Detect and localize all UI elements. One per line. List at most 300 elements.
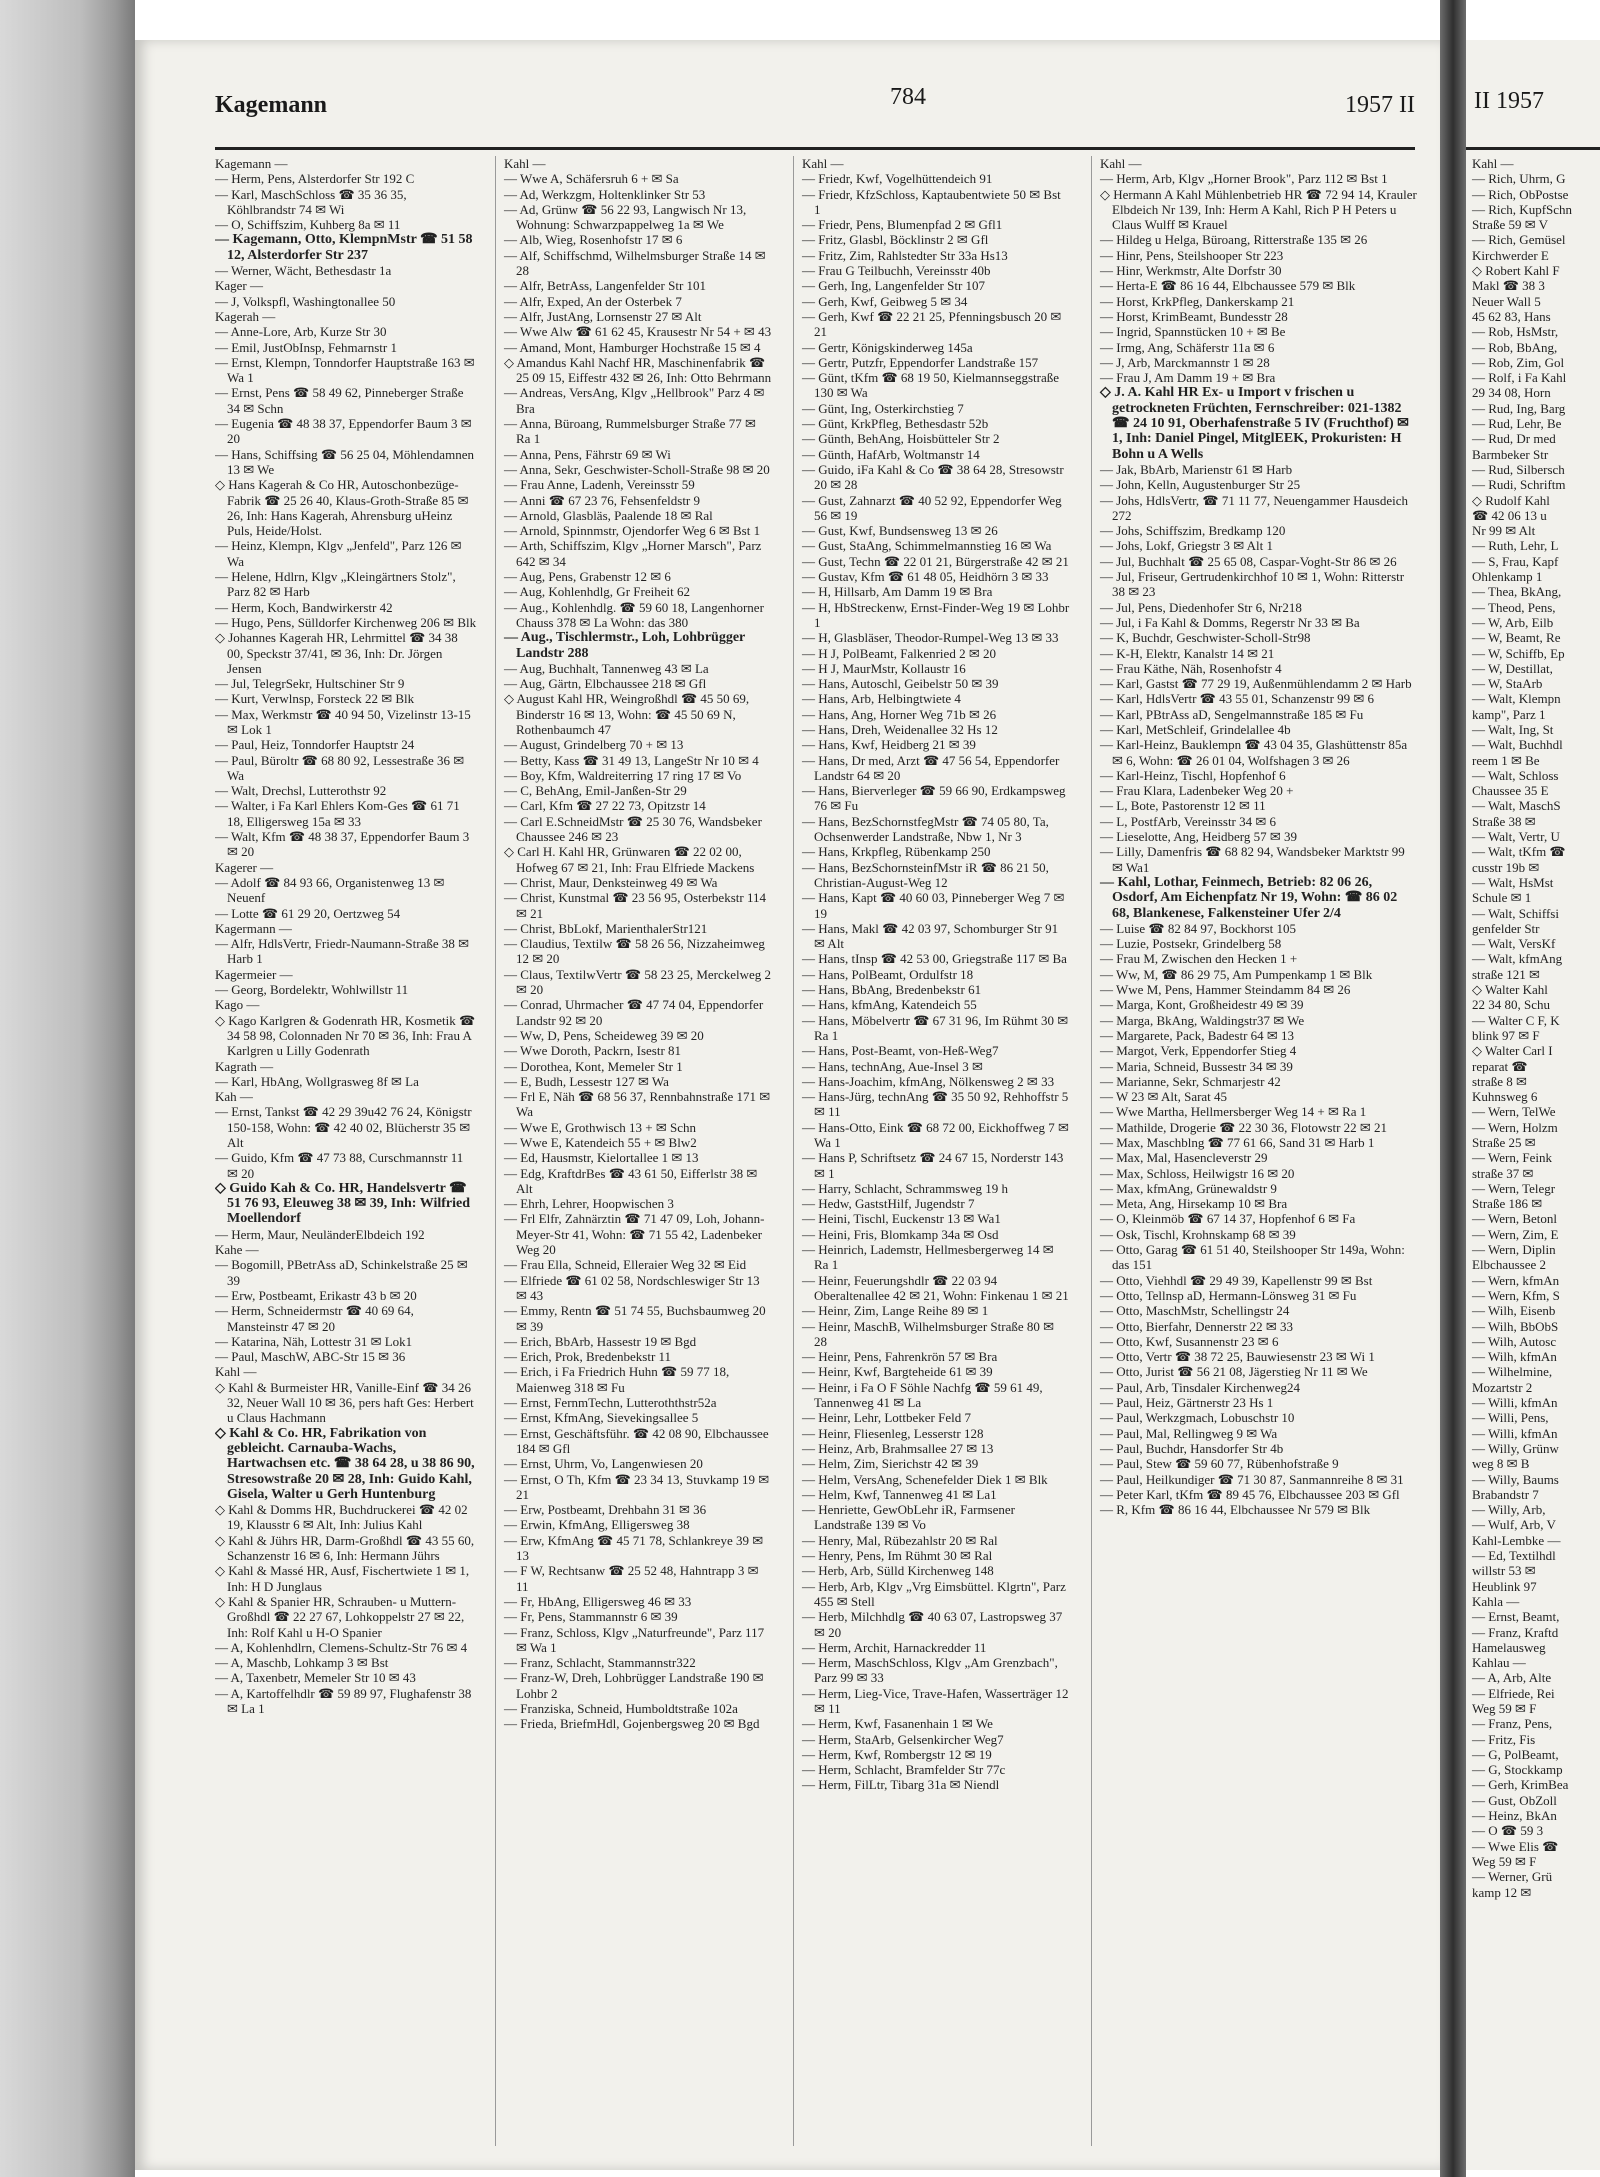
directory-page [135, 40, 1440, 2170]
directory-entry: — Erwin, KfmAng, Elligersweg 38 [504, 1517, 690, 1533]
directory-entry: — Aug., Kohlenhdlg. ☎ 59 60 18, Langenhorner Chauss 378 ✉ La Wohn: das 380 [504, 599, 764, 630]
directory-entry: — Herta-E ☎ 86 16 44, Elbchaussee 579 ✉ Blk [1100, 278, 1356, 294]
next-page-line: — Ernst, Beamt, [1472, 1609, 1560, 1625]
directory-entry: — Ad, Grünw ☎ 56 22 93, Langwisch Nr 13, Wohnung: Schwarzpappelweg 1a ✉ We [504, 201, 747, 233]
directory-entry: — Hans, Arb, Helbingtwiete 4 [802, 691, 961, 707]
directory-entry: — Frl Elfr, Zahnärztin ☎ 71 47 09, Loh, Johann-Meyer-Str 41, Wohn: ☎ 71 55 42, Ladenbeker Weg 20 [504, 1211, 765, 1258]
next-page-line: — Walt, Ing, St [1472, 721, 1554, 737]
directory-entry: — Marga, BkAng, Waldingstr37 ✉ We [1100, 1012, 1305, 1028]
directory-entry: — R, Kfm ☎ 86 16 44, Elbchaussee Nr 579 ✉ Blk [1100, 1502, 1371, 1518]
directory-entry: — Ed, Hausmstr, Kielortallee 1 ✉ 13 [504, 1150, 699, 1166]
directory-entry: — Henriette, GewObLehr iR, Farmsener Landstraße 139 ✉ Vo [802, 1502, 1015, 1533]
directory-entry: — Kagemann, Otto, KlempnMstr ☎ 51 58 12, Alsterdorfer Str 237 [215, 232, 473, 263]
directory-entry: — Herb, Milchhdlg ☎ 40 63 07, Lastropsweg 37 ✉ 20 [802, 1609, 1063, 1640]
next-page-line: weg 8 ✉ B [1472, 1456, 1530, 1472]
directory-entry: — Max, Maschblng ☎ 77 61 66, Sand 31 ✉ Harb 1 [1100, 1135, 1375, 1150]
directory-entry: — Eugenia ☎ 48 38 37, Eppendorfer Baum 3 ✉ 20 [215, 416, 472, 447]
directory-entry: — Heinz, Arb, Brahmsallee 27 ✉ 13 [802, 1440, 994, 1456]
directory-entry: — Alfr, HdlsVertr, Friedr-Naumann-Straße 38 ✉ Harb 1 [215, 936, 470, 967]
next-page-line: reparat ☎ [1472, 1058, 1528, 1074]
directory-entry: — Friedr, Kwf, Vogelhüttendeich 91 [802, 171, 993, 187]
next-page-line: Mozartstr 2 [1472, 1379, 1533, 1395]
next-page-line: cusstr 19b ✉ [1472, 859, 1540, 875]
next-page-line: — Walt, MaschS [1472, 798, 1561, 814]
directory-entry: — Guido, Kfm ☎ 47 73 88, Curschmannstr 11 ✉ 20 [215, 1150, 464, 1181]
directory-entry: — Wwe E, Katendeich 55 + ✉ Blw2 [504, 1135, 697, 1150]
directory-entry: — Aug, Pens, Grabenstr 12 ✉ 6 [504, 569, 671, 585]
directory-entry: ◇ Kago Karlgren & Godenrath HR, Kosmetik ☎ 34 58 98, Colonnaden Nr 70 ✉ 36, Inh: Frau A Karlgren u Lilly Godenrath [215, 1012, 476, 1059]
directory-entry: Kago — [215, 997, 260, 1013]
next-page-line: kamp 12 ✉ [1472, 1884, 1532, 1900]
next-page-line: — Rich, ObPostse [1472, 186, 1569, 202]
next-page-line: Straße 59 ✉ V [1472, 217, 1549, 233]
directory-entry: — Walt, Kfm ☎ 48 38 37, Eppendorfer Baum 3 ✉ 20 [215, 829, 470, 860]
directory-entry: Kager — [215, 278, 264, 294]
directory-entry: — Hans, BezSchornstfegMstr ☎ 74 05 80, Ta, Ochsenwerder Landstraße, Nbw 1, Nr 3 [802, 813, 1049, 845]
directory-entry: — Frieda, BriefmHdl, Gojenbergsweg 20 ✉ Bgd [504, 1716, 760, 1732]
directory-entry: — Hildeg u Helga, Büroang, Ritterstraße 135 ✉ 26 [1100, 232, 1368, 248]
next-page-line: — Walt, Schiffsi [1472, 905, 1559, 921]
header-year-volume: 1957 II [1345, 92, 1415, 118]
directory-entry: — Hans P, Schriftsetz ☎ 24 67 15, Norderstr 143 ✉ 1 [802, 1150, 1064, 1181]
next-page-line: willstr 53 ✉ [1472, 1563, 1536, 1579]
directory-entry: — Herm, StaArb, Gelsenkircher Weg7 [802, 1731, 1004, 1747]
directory-entry: — Heinr, MaschB, Wilhelmsburger Straße 80 ✉ 28 [802, 1318, 1054, 1349]
directory-entry: — Paul, Mal, Rellingweg 9 ✉ Wa [1100, 1425, 1278, 1441]
directory-entry: — Frau Anne, Ladenh, Vereinsstr 59 [504, 477, 695, 493]
next-page-header: II 1957 [1474, 88, 1544, 114]
next-page-line: ☎ 42 06 13 u [1472, 507, 1547, 523]
directory-entry: — Fr, Pens, Stammannstr 6 ✉ 39 [504, 1609, 678, 1625]
next-page-line: — Werner, Grü [1472, 1869, 1553, 1885]
directory-entry: — Günth, HafArb, Woltmanstr 14 [802, 446, 980, 462]
directory-entry: ◇ J. A. Kahl HR Ex- u Import v frischen u getrockneten Früchten, Fernschreiber: 021-1382 ☎ 24 10 91, Oberhafenstraße 5 IV (Fruchthof) ✉ 1, Inh: Daniel Pingel, MitglEEK, Prokuristen: H Bohn u A Wells [1100, 385, 1409, 462]
next-page-line: — W, Beamt, Re [1472, 630, 1561, 646]
next-page-line: — Elfriede, Rei [1472, 1685, 1555, 1701]
column-1 [215, 156, 477, 2146]
directory-entry: — Herm, Schlacht, Bramfelder Str 77c [802, 1762, 1006, 1778]
next-page-line: — Wilh, Autosc [1472, 1333, 1557, 1349]
directory-entry: — Günt, Ing, Osterkirchstieg 7 [802, 400, 964, 416]
directory-entry: — Herm, Schneidermstr ☎ 40 69 64, Mansteinstr 47 ✉ 20 [215, 1303, 414, 1334]
next-page-line: — Gerh, KrimBea [1472, 1777, 1569, 1793]
directory-entry: — Ernst, Tankst ☎ 42 29 39u42 76 24, Königstr 150-158, Wohn: ☎ 42 40 02, Blücherstr 35 ✉ Alt [215, 1104, 472, 1150]
directory-entry: — Alfr, Exped, An der Osterbek 7 [504, 293, 682, 309]
page-number: 784 [890, 84, 926, 110]
directory-entry: — Ehrh, Lehrer, Hoopwischen 3 [504, 1196, 674, 1212]
directory-entry: — Franziska, Schneid, Humboldtstraße 102a [504, 1700, 738, 1716]
directory-entry: — Ernst, Geschäftsführ. ☎ 42 08 90, Elbchaussee 184 ✉ Gfl [504, 1425, 769, 1456]
directory-entry: — Kahl, Lothar, Feinmech, Betrieb: 82 06 26, Osdorf, Am Eichenpfatz Nr 19, Wohn: ☎ 86 02 68, Blankenese, Falkensteiner Ufer 2/4 [1100, 874, 1398, 921]
next-page-line: — Rob, BbAng, [1472, 339, 1558, 355]
directory-entry: — Hinr, Pens, Steilshooper Str 223 [1100, 247, 1284, 263]
next-page-line: ◇ Walter Carl I [1472, 1043, 1553, 1059]
header-keyword: Kagemann [215, 92, 328, 118]
directory-entry: Kahl — [504, 156, 546, 171]
directory-entry: — Günt, tKfm ☎ 68 19 50, Kielmannseggstraße 130 ✉ Wa [802, 370, 1060, 401]
directory-entry: — Frau Klara, Ladenbeker Weg 20 + [1100, 783, 1294, 799]
next-page-line: Elbchaussee 2 [1472, 1257, 1547, 1273]
directory-entry: — Paul, Stew ☎ 59 60 77, Rübenhofstraße 9 [1100, 1456, 1339, 1472]
directory-entry: — Hugo, Pens, Sülldorfer Kirchenweg 206 ✉ Blk [215, 614, 477, 630]
directory-entry: — Gust, Techn ☎ 22 01 21, Bürgerstraße 42 ✉ 21 [802, 553, 1069, 569]
directory-entry: — Lilly, Damenfris ☎ 68 82 94, Wandsbeker Marktstr 99 ✉ Wa1 [1100, 844, 1405, 875]
directory-entry: — Karl, MetSchleif, Grindelallee 4b [1100, 721, 1291, 737]
next-page-line: straße 121 ✉ [1472, 966, 1540, 982]
directory-entry: — Otto, Jurist ☎ 56 21 08, Jägerstieg Nr 11 ✉ We [1100, 1364, 1368, 1380]
directory-entry: — Gerh, Kwf, Geibweg 5 ✉ 34 [802, 293, 968, 309]
next-page-line: reem 1 ✉ Be [1472, 752, 1540, 768]
next-page-line: Kahla — [1472, 1593, 1520, 1609]
next-page-line: — W, Destillat, [1472, 660, 1553, 676]
directory-entry: — Alb, Wieg, Rosenhofstr 17 ✉ 6 [504, 232, 683, 248]
next-page-line: — Walt, Vertr, U [1472, 829, 1560, 845]
directory-entry: — Aug., Tischlermstr., Loh, Lohbrügger Landstr 288 [504, 630, 746, 661]
next-page-line: — Wern, TelWe [1472, 1104, 1556, 1120]
directory-entry: — Gust, Kwf, Bundsensweg 13 ✉ 26 [802, 523, 998, 539]
directory-entry: — Henry, Mal, Rübezahlstr 20 ✉ Ral [802, 1532, 998, 1548]
next-page-line: Chaussee 35 E [1472, 783, 1549, 799]
directory-entry: — Paul, Heiz, Gärtnerstr 23 Hs 1 [1100, 1395, 1274, 1411]
directory-entry: — Hans, PolBeamt, Ordulfstr 18 [802, 966, 974, 982]
next-page-line: 29 34 08, Horn [1472, 385, 1551, 401]
directory-entry: — Carl, Kfm ☎ 27 22 73, Opitzstr 14 [504, 798, 706, 814]
directory-entry: ◇ Guido Kah & Co. HR, Handelsvertr ☎ 51 76 93, Eleuweg 38 ✉ 39, Inh: Wilfried Moellendorf [215, 1180, 471, 1227]
next-page-line: Neuer Wall 5 [1472, 293, 1541, 309]
directory-entry: — Johs, HdlsVertr, ☎ 71 11 77, Neuengammer Hausdeich 272 [1100, 492, 1408, 523]
directory-entry: — Erw, KfmAng ☎ 45 71 78, Schlankreye 39 ✉ 13 [504, 1532, 764, 1564]
next-page-line: Hamelausweg [1472, 1639, 1546, 1655]
directory-entry: — A, Taxenbetr, Memeler Str 10 ✉ 43 [215, 1670, 416, 1686]
directory-entry: — Amand, Mont, Hamburger Hochstraße 15 ✉ 4 [504, 339, 761, 355]
directory-entry: — Jul, Friseur, Gertrudenkirchhof 10 ✉ 1, Wohn: Ritterstr 38 ✉ 23 [1100, 569, 1405, 600]
directory-entry: — Erw, Postbeamt, Drehbahn 31 ✉ 36 [504, 1502, 707, 1518]
directory-entry: — August, Grindelberg 70 + ✉ 13 [504, 737, 684, 753]
directory-entry: — Arnold, Glasbläs, Paalende 18 ✉ Ral [504, 507, 713, 523]
directory-entry: — Karl, HbAng, Wollgrasweg 8f ✉ La [215, 1073, 419, 1089]
directory-entry: — Luise ☎ 82 84 97, Bockhorst 105 [1100, 920, 1297, 936]
next-page-line: — Rolf, i Fa Kahl [1472, 370, 1567, 386]
directory-entry: — Paul, Buchdr, Hansdorfer Str 4b [1100, 1440, 1284, 1456]
next-page-line: — Rud, Ing, Barg [1472, 400, 1566, 416]
directory-entry: — Heinr, Fliesenleg, Lesserstr 128 [802, 1425, 984, 1441]
directory-entry: — Herm, Archit, Harnackredder 11 [802, 1639, 987, 1655]
next-page-line: — Wern, Kfm, S [1472, 1287, 1560, 1303]
directory-entry: — Conrad, Uhrmacher ☎ 47 74 04, Eppendorfer Landstr 92 ✉ 20 [504, 997, 764, 1028]
next-page-line: — Willi, Pens, [1472, 1410, 1549, 1426]
next-page-line: 45 62 83, Hans [1472, 308, 1551, 324]
next-page-line: — S, Frau, Kapf [1472, 553, 1559, 569]
directory-entry: — Henry, Pens, Im Rühmt 30 ✉ Ral [802, 1548, 993, 1564]
directory-entry: — Heini, Tischl, Euckenstr 13 ✉ Wa1 [802, 1211, 1001, 1227]
directory-entry: — Gertr, Königskinderweg 145a [802, 339, 973, 355]
directory-entry: — Max, kfmAng, Grünewaldstr 9 [1100, 1180, 1277, 1196]
directory-entry: — Christ, Maur, Denksteinweg 49 ✉ Wa [504, 874, 718, 890]
directory-entry: — Otto, Viehhdl ☎ 29 49 39, Kapellenstr 99 ✉ Bst [1100, 1272, 1373, 1288]
directory-entry: — Herm, Pens, Alsterdorfer Str 192 C [215, 171, 415, 187]
next-page-line: — Gust, ObZoll [1472, 1792, 1557, 1808]
next-page-line: — Willy, Baums [1472, 1471, 1559, 1487]
directory-entry: Kagermeier — [215, 966, 293, 982]
next-page-line: — Theod, Pens, [1472, 599, 1556, 615]
next-page-line: straße 8 ✉ [1472, 1073, 1527, 1089]
next-page-line: Straße 38 ✉ [1472, 813, 1536, 829]
next-page-line: — Walt, Buchhdl [1472, 737, 1563, 753]
header-rule [215, 147, 1415, 150]
directory-entry: — H, Hillsarb, Am Damm 19 ✉ Bra [802, 584, 993, 600]
directory-entry: — Harry, Schlacht, Schrammsweg 19 h [802, 1180, 1009, 1196]
directory-entry: — Aug, Gärtn, Elbchaussee 218 ✉ Gfl [504, 676, 707, 692]
directory-entry: — Max, Werkmstr ☎ 40 94 50, Vizelinstr 13-15 ✉ Lok 1 [215, 706, 471, 737]
directory-entry: — Helm, Kwf, Tannenweg 41 ✉ La1 [802, 1486, 997, 1502]
directory-entry: — Fr, HbAng, Elligersweg 46 ✉ 33 [504, 1593, 692, 1609]
directory-entry: — Frau M, Zwischen den Hecken 1 + [1100, 951, 1298, 967]
directory-entry: — Bogomill, PBetrAss aD, Schinkelstraße 25 ✉ 39 [215, 1257, 468, 1288]
next-page-line: — Walt, VersKf [1472, 936, 1556, 952]
next-page-line: — Fritz, Fis [1472, 1731, 1536, 1747]
directory-entry: — Hans, Post-Beamt, von-Heß-Weg7 [802, 1043, 999, 1059]
directory-entry: — Hans, Makl ☎ 42 03 97, Schomburger Str 91 ✉ Alt [802, 920, 1059, 952]
directory-entry: — Otto, MaschMstr, Schellingstr 24 [1100, 1303, 1290, 1319]
next-page-line: Kuhnsweg 6 [1472, 1089, 1538, 1105]
directory-entry: — Walt, Drechsl, Lutterothstr 92 [215, 783, 387, 799]
directory-entry: — Karl, PBtrAss aD, Sengelmannstraße 185 ✉ Fu [1100, 706, 1364, 722]
directory-entry: — Paul, Heiz, Tonndorfer Hauptstr 24 [215, 737, 415, 753]
directory-entry: ◇ Amandus Kahl Nachf HR, Maschinenfabrik ☎ 25 09 15, Eiffestr 432 ✉ 26, Inh: Otto Behrmann [504, 354, 772, 386]
directory-entry: — Hans, BezSchornsteinfMstr iR ☎ 86 21 50, Christian-August-Weg 12 [802, 859, 1049, 890]
directory-entry: ◇ Johannes Kagerah HR, Lehrmittel ☎ 34 38 00, Speckstr 37/41, ✉ 36, Inh: Dr. Jörgen Jensen [215, 630, 458, 676]
directory-entry: — Hedw, GaststHilf, Jugendstr 7 [802, 1196, 975, 1212]
directory-entry: — Hans, Kapt ☎ 40 60 03, Pinneberger Weg 7 ✉ 19 [802, 890, 1065, 921]
directory-entry: — Otto, Kwf, Susannenstr 23 ✉ 6 [1100, 1333, 1279, 1349]
next-page-line: — Rich, KupfSchn [1472, 201, 1573, 217]
next-page-line: — Wern, Betonl [1472, 1211, 1558, 1227]
directory-entry: — Helm, VersAng, Schenefelder Diek 1 ✉ Blk [802, 1471, 1048, 1487]
directory-entry: — Hans, Kwf, Heidberg 21 ✉ 39 [802, 737, 976, 753]
directory-entry: ◇ Kahl & Domms HR, Buchdruckerei ☎ 42 02 19, Klausstr 6 ✉ Alt, Inh: Julius Kahl [215, 1502, 468, 1533]
directory-entry: — Elfriede ☎ 61 02 58, Nordschleswiger Str 13 ✉ 43 [504, 1272, 760, 1303]
directory-entry: — Wwe A, Schäfersruh 6 + ✉ Sa [504, 171, 679, 187]
directory-entry: — Herm, Lieg-Vice, Trave-Hafen, Wasserträger 12 ✉ 11 [802, 1685, 1069, 1716]
directory-entry: — Karl, HdlsVertr ☎ 43 55 01, Schanzenstr 99 ✉ 6 [1100, 691, 1375, 707]
next-page-line: Nr 99 ✉ Alt [1472, 523, 1536, 539]
directory-entry: — Frau Käthe, Näh, Rosenhofstr 4 [1100, 660, 1282, 676]
next-page-line: Weg 59 ✉ F [1472, 1700, 1537, 1716]
directory-entry: — Hans, BbAng, Bredenbekstr 61 [802, 982, 982, 998]
next-page-line: — G, Stockkamp [1472, 1762, 1563, 1778]
next-page-line: — Rud, Lehr, Be [1472, 416, 1562, 432]
directory-entry: — John, Kelln, Augustenburger Str 25 [1100, 477, 1301, 493]
directory-entry: — Dorothea, Kont, Memeler Str 1 [504, 1058, 683, 1074]
next-page-line: — Walt, Schloss [1472, 767, 1559, 783]
directory-entry: — Hans-Otto, Eink ☎ 68 72 00, Eickhoffweg 7 ✉ Wa 1 [802, 1119, 1069, 1150]
next-page-line: — Wern, Diplin [1472, 1242, 1556, 1258]
directory-entry: — F W, Rechtsanw ☎ 25 52 48, Hahntrapp 3 ✉ 11 [504, 1563, 759, 1594]
column-3 [793, 156, 1070, 2146]
next-page-line: — Willi, kfmAn [1472, 1395, 1558, 1411]
directory-entry: — J, Volkspfl, Washingtonallee 50 [215, 293, 396, 309]
directory-entry: — Horst, KrkPfleg, Dankerskamp 21 [1100, 293, 1295, 309]
directory-entry: — Heinrich, Lademstr, Hellmesbergerweg 14 ✉ Ra 1 [802, 1242, 1054, 1273]
next-page-line: — Walt, kfmAng [1472, 951, 1563, 967]
next-page-line: Kahl — [1472, 156, 1514, 171]
directory-entry: — Karl-Heinz, Tischl, Hopfenhof 6 [1100, 767, 1286, 783]
directory-entry: — Betty, Kass ☎ 31 49 13, LangeStr Nr 10 ✉ 4 [504, 752, 759, 768]
next-page-line: genfelder Str [1472, 920, 1540, 936]
directory-entry: — Jul, Pens, Diedenhofer Str 6, Nr218 [1100, 599, 1302, 615]
next-page-line: — Walt, Klempn [1472, 691, 1561, 707]
next-page-line: — Franz, Kraftd [1472, 1624, 1559, 1640]
directory-entry: — Otto, Vertr ☎ 38 72 25, Bauwiesenstr 23 ✉ Wi 1 [1100, 1349, 1375, 1365]
directory-entry: — Ernst, Uhrm, Vo, Langenwiesen 20 [504, 1456, 703, 1472]
directory-entry: — Frau J, Am Damm 19 + ✉ Bra [1100, 370, 1276, 386]
next-page-line: blink 97 ✉ F [1472, 1027, 1540, 1043]
directory-entry: — Herm, Kwf, Fasanenhain 1 ✉ We [802, 1716, 993, 1732]
directory-entry: — Meta, Ang, Hirsekamp 10 ✉ Bra [1100, 1196, 1288, 1212]
directory-entry: — Ingrid, Spannstücken 10 + ✉ Be [1100, 324, 1286, 340]
directory-entry: Kagerer — [215, 859, 274, 875]
directory-entry: — Herm, FilLtr, Tibarg 31a ✉ Niendl [802, 1777, 1000, 1793]
directory-entry: — Paul, Arb, Tinsdaler Kirchenweg24 [1100, 1379, 1301, 1395]
directory-entry: — Helene, Hdlrn, Klgv „Kleingärtners Stolz", Parz 82 ✉ Harb [215, 569, 456, 600]
directory-entry: — Walter, i Fa Karl Ehlers Kom-Ges ☎ 61 71 18, Elligersweg 15a ✉ 33 [215, 798, 460, 829]
directory-entry: — Hans-Joachim, kfmAng, Nölkensweg 2 ✉ 33 [802, 1073, 1055, 1089]
directory-entry: — Friedr, Pens, Blumenpfad 2 ✉ Gfl1 [802, 217, 1003, 233]
next-page-line: — Wwe Elis ☎ [1472, 1838, 1559, 1854]
directory-entry: — Irmg, Ang, Schäferstr 11a ✉ 6 [1100, 339, 1275, 355]
next-page-line: — Rud, Silbersch [1472, 461, 1565, 477]
next-page-edge [1466, 40, 1600, 2170]
next-page-line: — Walter C F, K [1472, 1012, 1560, 1028]
directory-entry: ◇ Kahl & Burmeister HR, Vanille-Einf ☎ 34 26 32, Neuer Wall 10 ✉ 36, pers haft Ges: Herbert u Claus Hachmann [215, 1379, 474, 1426]
directory-entry: — Heinr, Feuerungshdlr ☎ 22 03 94 Oberaltenallee 42 ✉ 21, Wohn: Finkenau 1 ✉ 21 [802, 1272, 1069, 1303]
directory-entry: — Jul, i Fa Kahl & Domms, Regerstr Nr 33 ✉ Ba [1100, 614, 1360, 630]
directory-entry: — Wwe E, Grothwisch 13 + ✉ Schn [504, 1119, 697, 1135]
next-page-line: — Wilh, kfmAn [1472, 1349, 1557, 1365]
directory-entry: — Ernst, Pens ☎ 58 49 62, Pinneberger Straße 34 ✉ Schn [215, 385, 464, 416]
directory-entry: — H J, PolBeamt, Falkenried 2 ✉ 20 [802, 645, 996, 661]
directory-entry: — Heinr, i Fa O F Söhle Nachfg ☎ 59 61 49, Tannenweg 41 ✉ La [802, 1379, 1043, 1411]
directory-entry: — Hans-Jürg, technAng ☎ 35 50 92, Rehhoffstr 5 ✉ 11 [802, 1089, 1069, 1120]
directory-entry: Kahe — [215, 1242, 259, 1258]
directory-entry: — Karl-Heinz, Bauklempn ☎ 43 04 35, Glashüttenstr 85a ✉ 6, Wohn: ☎ 26 01 04, Wolfshagen 3 ✉ 26 [1100, 737, 1408, 768]
next-page-line: — Ruth, Lehr, L [1472, 538, 1559, 554]
directory-entry: — Ernst, O Th, Kfm ☎ 23 34 13, Stuvkamp 19 ✉ 21 [504, 1471, 770, 1502]
directory-entry: Kagerah — [215, 308, 276, 324]
page-gutter [1440, 0, 1466, 2177]
next-page-line: — Rob, HsMstr, [1472, 324, 1559, 340]
directory-entry: — Gerh, Kwf ☎ 22 21 25, Pfenningsbusch 20 ✉ 21 [802, 308, 1062, 340]
directory-entry: — Johs, Schiffszim, Bredkamp 120 [1100, 523, 1286, 539]
next-page-line: — Heinz, BkAn [1472, 1808, 1557, 1824]
next-page-line: Heublink 97 [1472, 1578, 1537, 1594]
directory-entry: — Paul, Heilkundiger ☎ 71 30 87, Sanmannreihe 8 ✉ 31 [1100, 1471, 1404, 1487]
directory-entry: — Otto, Tellnsp aD, Hermann-Lönsweg 31 ✉ Fu [1100, 1287, 1357, 1303]
directory-entry: — Andreas, VersAng, Klgv „Hellbrook" Parz 4 ✉ Bra [504, 385, 765, 416]
next-page-line: — A, Arb, Alte [1472, 1670, 1552, 1686]
directory-entry: — Karl, MaschSchloss ☎ 35 36 35, Köhlbrandstr 74 ✉ Wi [215, 186, 407, 217]
directory-entry: — Johs, Lokf, Griegstr 3 ✉ Alt 1 [1100, 538, 1274, 554]
directory-entry: — J, Arb, Marckmannstr 1 ✉ 28 [1100, 354, 1270, 370]
directory-entry: ◇ Kahl & Co. HR, Fabrikation von gebleicht. Carnauba-Wachs, Hartwachsen etc. ☎ 38 64 28, u 38 86 90, Stresowstraße 20 ✉ 28, Inh: Guido Kahl, Gisela, Walter u Gerh Huntenburg [215, 1425, 475, 1502]
next-page-line: — Wern, kfmAn [1472, 1272, 1560, 1288]
directory-entry: — Erw, Postbeamt, Erikastr 43 b ✉ 20 [215, 1287, 417, 1303]
directory-entry: — Hans, Autoschl, Geibelstr 50 ✉ 39 [802, 676, 999, 692]
directory-entry: Kagemann — [215, 156, 288, 171]
directory-entry: — H, HbStreckenw, Ernst-Finder-Weg 19 ✉ Lohbr 1 [802, 599, 1070, 630]
directory-entry: — E, Budh, Lessestr 127 ✉ Wa [504, 1073, 669, 1089]
next-page-line: — Willy, Arb, [1472, 1502, 1546, 1518]
directory-entry: — Margarete, Pack, Badestr 64 ✉ 13 [1100, 1027, 1295, 1043]
directory-entry: — Boy, Kfm, Waldreiterring 17 ring 17 ✉ Vo [504, 767, 742, 783]
directory-entry: — O, Schiffszim, Kuhberg 8a ✉ 11 [215, 217, 401, 233]
directory-entry: — Fritz, Glasbl, Böcklinstr 2 ✉ Gfl [802, 232, 989, 248]
directory-entry: — C, BehAng, Emil-Janßen-Str 29 [504, 783, 687, 799]
directory-entry: — Friedr, KfzSchloss, Kaptaubentwiete 50 ✉ Bst 1 [802, 186, 1061, 217]
directory-entry: — Frau G Teilbuchh, Vereinsstr 40b [802, 263, 991, 279]
directory-entry: Kah — [215, 1089, 253, 1105]
directory-entry: Kagrath — [215, 1058, 274, 1074]
directory-entry: — Hans, Krkpfleg, Rübenkamp 250 [802, 844, 991, 860]
directory-entry: — Ernst, KfmAng, Sievekingsallee 5 [504, 1410, 699, 1426]
directory-entry: — Jul, Buchhalt ☎ 25 65 08, Caspar-Voght-Str 86 ✉ 26 [1100, 553, 1397, 569]
next-page-line: — Wilhelmine, [1472, 1364, 1553, 1380]
next-page-line: — W, Arb, Eilb [1472, 614, 1554, 630]
directory-entry: Kahl — [215, 1364, 257, 1380]
directory-entry: — Hans, tInsp ☎ 42 53 00, Griegstraße 117 ✉ Ba [802, 951, 1067, 967]
directory-entry: — Ww, D, Pens, Scheideweg 39 ✉ 20 [504, 1027, 704, 1043]
directory-entry: — Hans, kfmAng, Katendeich 55 [802, 997, 977, 1013]
directory-entry: — L, Bote, Pastorenstr 12 ✉ 11 [1100, 798, 1266, 814]
directory-entry: — Margot, Verk, Eppendorfer Stieg 4 [1100, 1043, 1297, 1059]
directory-entry: — Max, Mal, Hasencleverstr 29 [1100, 1150, 1268, 1166]
directory-entry: — Christ, Kunstmal ☎ 23 56 95, Osterbekstr 114 ✉ 21 [504, 890, 766, 921]
directory-entry: — Wwe Doroth, Packrn, Isestr 81 [504, 1043, 682, 1059]
next-page-line: 22 34 80, Schu [1472, 997, 1550, 1013]
directory-entry: ◇ August Kahl HR, Weingroßhdl ☎ 45 50 69, Binderstr 16 ✉ 13, Wohn: ☎ 45 50 69 N, Rothenbaumch 47 [504, 691, 750, 737]
directory-entry: — Heini, Fris, Blomkamp 34a ✉ Osd [802, 1226, 999, 1242]
next-page-line: — Willy, Grünw [1472, 1440, 1559, 1456]
directory-entry: — Hans, Möbelvertr ☎ 67 31 96, Im Rühmt 30 ✉ Ra 1 [802, 1012, 1069, 1043]
next-page-line: Straße 186 ✉ [1472, 1196, 1543, 1212]
directory-entry: — Emmy, Rentn ☎ 51 74 55, Buchsbaumweg 20 ✉ 39 [504, 1303, 766, 1334]
directory-entry: — Hans, Dreh, Weidenallee 32 Hs 12 [802, 721, 998, 737]
directory-entry: — Gustav, Kfm ☎ 61 48 05, Heidhörn 3 ✉ 33 [802, 569, 1049, 585]
directory-entry: — Herm, Koch, Bandwirkerstr 42 [215, 599, 393, 615]
directory-entry: — Heinr, Pens, Fahrenkrön 57 ✉ Bra [802, 1349, 998, 1365]
directory-entry: — Erich, Prok, Bredenbekstr 11 [504, 1349, 672, 1365]
next-page-line: — Wilh, BbObS [1472, 1318, 1559, 1334]
next-page-line: — Rudi, Schriftm [1472, 477, 1566, 493]
directory-entry: — Marianne, Sekr, Schmarjestr 42 [1100, 1073, 1281, 1089]
next-page-line: Schule ✉ 1 [1472, 890, 1532, 906]
directory-entry: — Karl, Gastst ☎ 77 29 19, Außenmühlendamm 2 ✉ Harb [1100, 676, 1412, 692]
directory-entry: — Wwe Alw ☎ 61 62 45, Krausestr Nr 54 + ✉ 43 [504, 324, 772, 340]
directory-entry: — Georg, Bordelektr, Wohlwillstr 11 [215, 982, 409, 998]
directory-entry: — O, Kleinmöb ☎ 67 14 37, Hopfenhof 6 ✉ Fa [1100, 1211, 1356, 1227]
next-page-rule [1466, 147, 1600, 150]
directory-entry: — Fritz, Zim, Rahlstedter Str 33a Hs13 [802, 247, 1008, 263]
next-page-line: Kahlau — [1472, 1655, 1526, 1671]
directory-entry: — Gertr, Putzfr, Eppendorfer Landstraße 157 [802, 354, 1039, 370]
directory-entry: — Arth, Schiffszim, Klgv „Horner Marsch", Parz 642 ✉ 34 [504, 538, 762, 569]
directory-entry: — Paul, Büroltr ☎ 68 80 92, Lessestraße 36 ✉ Wa [215, 752, 465, 783]
next-page-line: ◇ Rudolf Kahl [1472, 492, 1550, 508]
directory-entry: — Herm, Arb, Klgv „Horner Brook", Parz 112 ✉ Bst 1 [1100, 171, 1388, 187]
next-page-line: — G, PolBeamt, [1472, 1746, 1559, 1762]
directory-entry: — Otto, Bierfahr, Dennerstr 22 ✉ 33 [1100, 1318, 1294, 1334]
directory-entry: — Franz, Schlacht, Stammannstr322 [504, 1655, 696, 1671]
